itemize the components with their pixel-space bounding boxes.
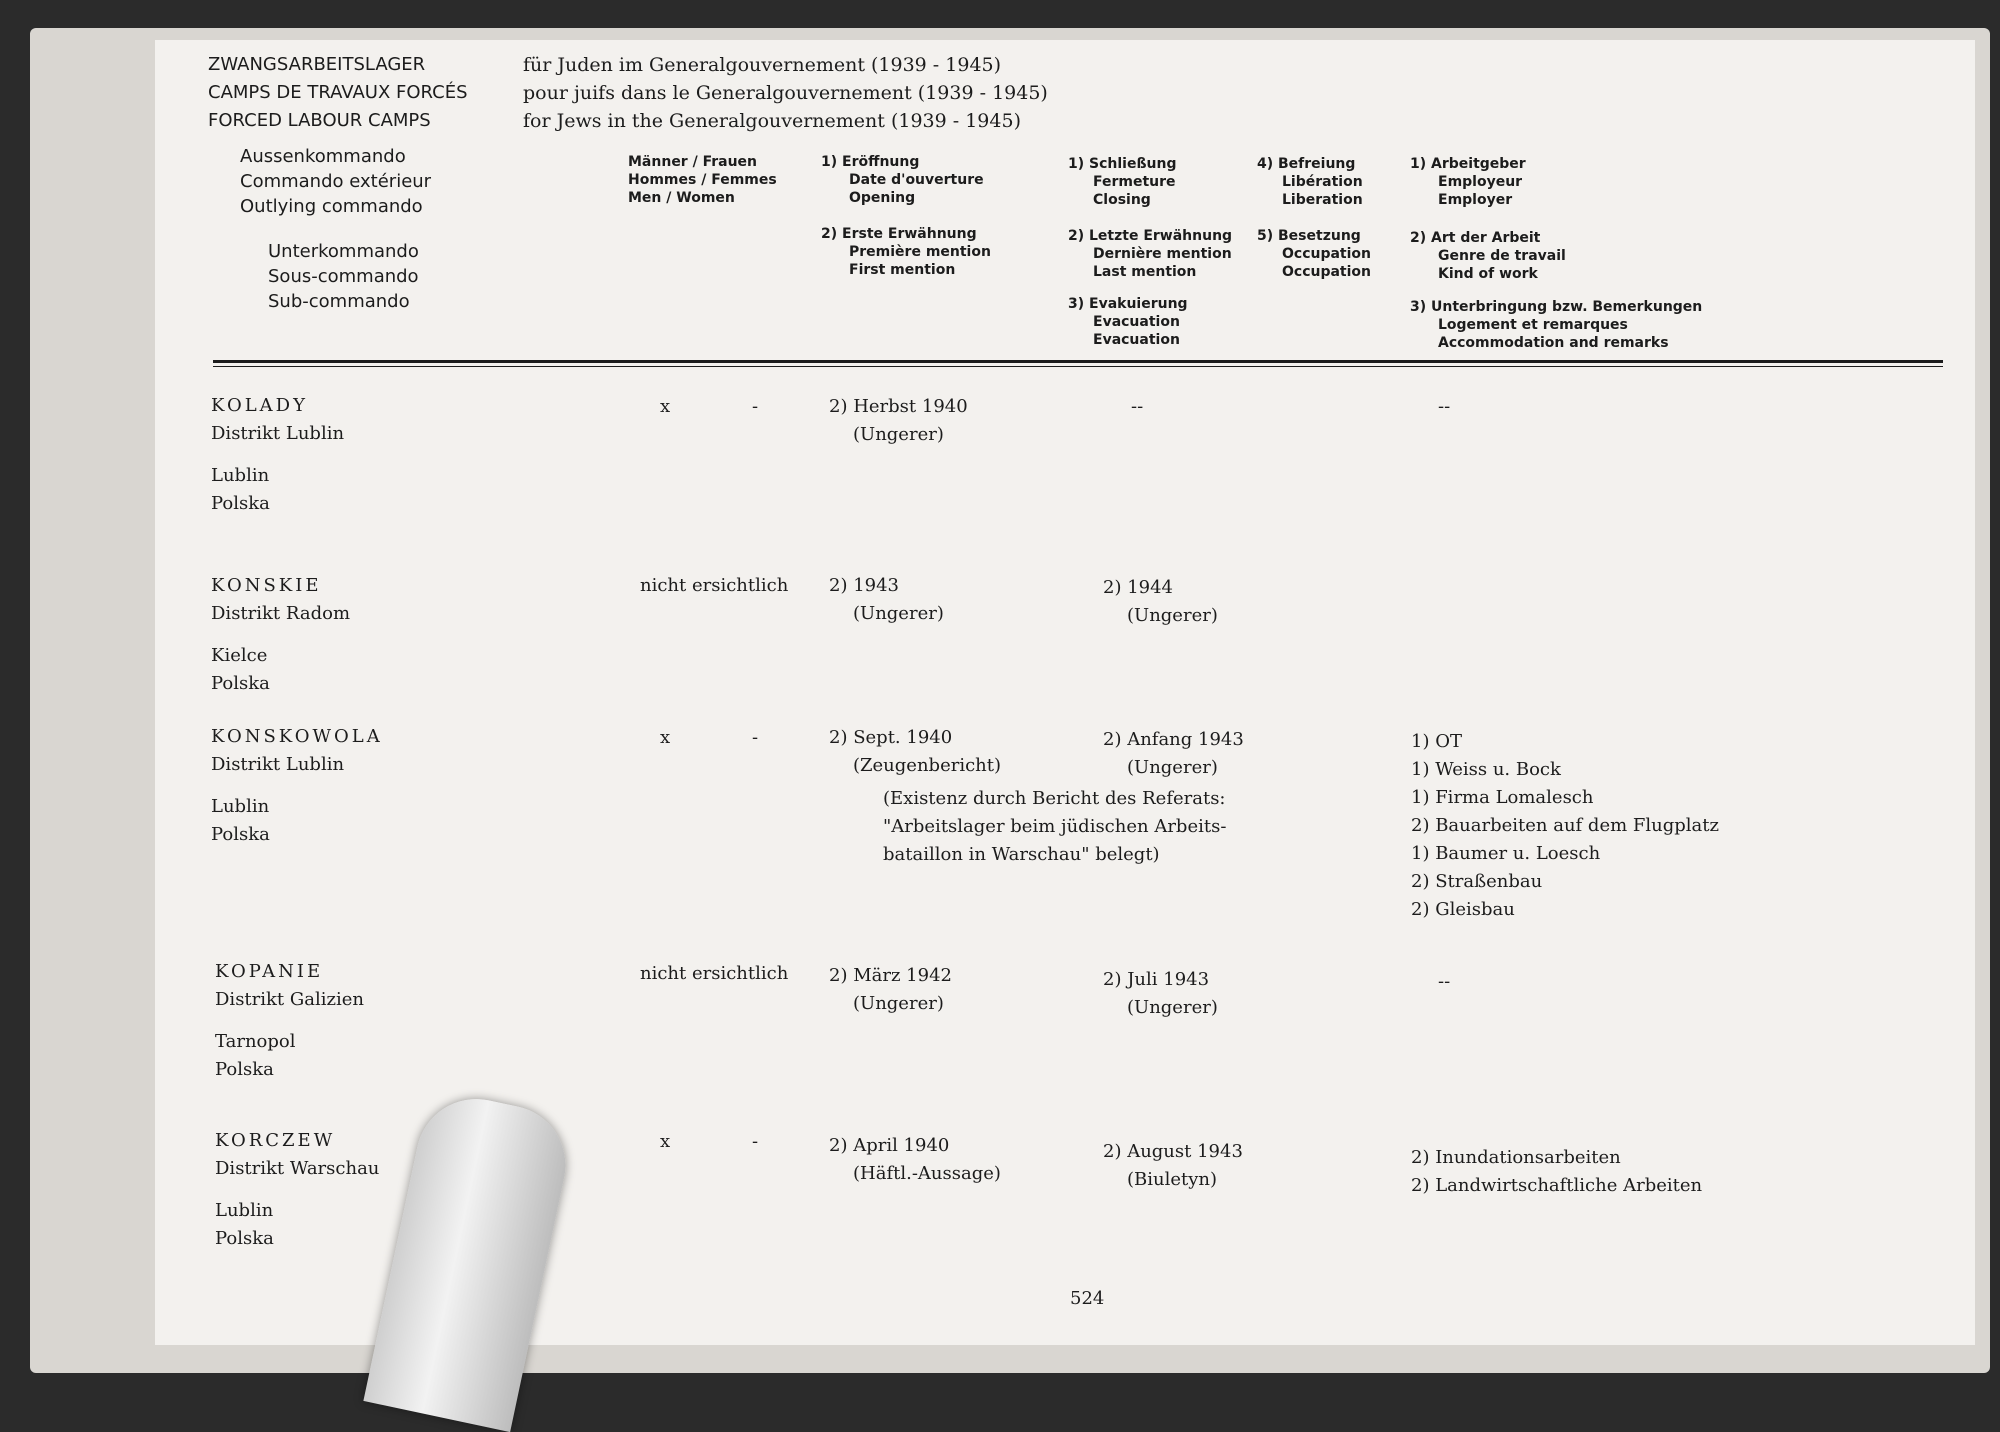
entry-name: KONSKOWOLA xyxy=(211,726,383,747)
entry-work-list xyxy=(1411,728,1719,924)
work-item: 2) Inundationsarbeiten xyxy=(1411,1147,1621,1168)
unterkommando-fr: Sous-commando xyxy=(268,266,419,287)
col-gender-en: Men / Women xyxy=(628,190,735,206)
entry-closing xyxy=(1103,966,1218,1022)
opening-date: 2) Sept. 1940 xyxy=(829,727,953,748)
entry-closing xyxy=(1103,726,1244,782)
work-item: 2) Gleisbau xyxy=(1411,899,1515,920)
closing-date: 2) Juli 1943 xyxy=(1103,969,1210,990)
title-fr: CAMPS DE TRAVAUX FORCÉS xyxy=(208,82,468,103)
men-mark: x xyxy=(660,1131,671,1152)
entry-closing xyxy=(1103,1138,1243,1194)
aussenkommando-en: Outlying commando xyxy=(240,196,423,217)
col-liberation-en: Liberation xyxy=(1282,192,1363,208)
aussenkommando-de: Aussenkommando xyxy=(240,146,406,167)
aussenkommando-fr: Commando extérieur xyxy=(240,171,432,192)
col-last-mention-en: Last mention xyxy=(1093,264,1197,280)
col-liberation-fr: Libération xyxy=(1282,174,1363,190)
entry-location xyxy=(215,1127,379,1253)
closing-source: (Ungerer) xyxy=(1127,997,1218,1018)
col-first-mention-en: First mention xyxy=(849,262,956,278)
men-mark: x xyxy=(660,396,671,417)
entry-city: Kielce xyxy=(211,645,268,666)
col-gender-fr: Hommes / Femmes xyxy=(628,172,777,188)
entry-location xyxy=(211,392,344,518)
closing-date: 2) Anfang 1943 xyxy=(1103,729,1244,750)
title-en: FORCED LABOUR CAMPS xyxy=(208,110,431,131)
closing-source: (Biuletyn) xyxy=(1127,1169,1218,1190)
women-mark: - xyxy=(752,1131,759,1152)
opening-note-line: (Existenz durch Bericht des Referats: xyxy=(883,788,1226,809)
col-accommodation-fr: Logement et remarques xyxy=(1438,317,1628,333)
entry-location xyxy=(211,572,350,698)
col-accommodation-en: Accommodation and remarks xyxy=(1438,335,1669,351)
col-last-mention xyxy=(1068,227,1232,281)
header-rule-thick xyxy=(213,360,1943,363)
col-first-mention-de: 2) Erste Erwähnung xyxy=(821,226,977,242)
work-item: -- xyxy=(1438,396,1451,417)
gender-note: nicht ersichtlich xyxy=(640,963,789,984)
closing-date: 2) August 1943 xyxy=(1103,1141,1243,1162)
page-number: 524 xyxy=(1070,1288,1105,1309)
entry-location xyxy=(215,958,364,1084)
entry-name: KOPANIE xyxy=(215,961,324,982)
subtitle-de: für Juden im Generalgouvernement (1939 - 1945) xyxy=(523,54,1002,76)
col-evacuation-de: 3) Evakuierung xyxy=(1068,296,1188,312)
entry-country: Polska xyxy=(215,1228,274,1249)
entry-country: Polska xyxy=(211,673,270,694)
entry-name: KONSKIE xyxy=(211,575,322,596)
col-accommodation xyxy=(1410,298,1702,352)
col-evacuation xyxy=(1068,295,1188,349)
opening-note-line: "Arbeitslager beim jüdischen Arbeits- xyxy=(883,816,1227,837)
col-opening xyxy=(821,153,984,207)
work-item: 2) Straßenbau xyxy=(1411,871,1543,892)
col-gender xyxy=(628,153,777,207)
work-item: 2) Landwirtschaftliche Arbeiten xyxy=(1411,1175,1703,1196)
entry-opening xyxy=(829,572,944,628)
entry-district: Distrikt Lublin xyxy=(211,423,345,444)
col-liberation-de: 4) Befreiung xyxy=(1257,156,1356,172)
col-closing xyxy=(1068,155,1176,209)
opening-note-line: bataillon in Warschau" belegt) xyxy=(883,844,1160,865)
col-evacuation-en: Evacuation xyxy=(1093,332,1180,348)
col-employer-fr: Employeur xyxy=(1438,174,1523,190)
entry-country: Polska xyxy=(211,824,270,845)
col-opening-en: Opening xyxy=(849,190,916,206)
opening-source: (Ungerer) xyxy=(853,993,944,1014)
subtitle-en: for Jews in the Generalgouvernement (1939 - 1945) xyxy=(523,110,1021,132)
col-occupation-en: Occupation xyxy=(1282,264,1372,280)
entry-city: Tarnopol xyxy=(215,1031,296,1052)
col-employer-de: 1) Arbeitgeber xyxy=(1410,156,1526,172)
entry-city: Lublin xyxy=(211,796,270,817)
work-item: 1) OT xyxy=(1411,731,1462,752)
entry-city: Lublin xyxy=(211,465,270,486)
entry-location xyxy=(211,723,383,849)
title-de: ZWANGSARBEITSLAGER xyxy=(208,54,426,75)
col-occupation xyxy=(1257,227,1371,281)
col-closing-en: Closing xyxy=(1093,192,1151,208)
col-work-kind xyxy=(1410,229,1566,283)
opening-note xyxy=(883,785,1226,869)
col-occupation-de: 5) Besetzung xyxy=(1257,228,1361,244)
work-item: 2) Bauarbeiten auf dem Flugplatz xyxy=(1411,815,1719,836)
women-mark: - xyxy=(752,727,759,748)
col-work-kind-en: Kind of work xyxy=(1438,266,1538,282)
opening-date: 2) April 1940 xyxy=(829,1135,950,1156)
men-mark: x xyxy=(660,727,671,748)
col-occupation-fr: Occupation xyxy=(1282,246,1372,262)
entry-country: Polska xyxy=(215,1059,274,1080)
unterkommando-de: Unterkommando xyxy=(268,241,419,262)
gender-note: nicht ersichtlich xyxy=(640,575,789,596)
col-opening-fr: Date d'ouverture xyxy=(849,172,984,188)
col-first-mention-fr: Première mention xyxy=(849,244,991,260)
col-first-mention xyxy=(821,225,991,279)
opening-source: (Häftl.-Aussage) xyxy=(853,1163,1001,1184)
entry-name: KOLADY xyxy=(211,395,308,416)
entry-city: Lublin xyxy=(215,1200,274,1221)
entry-country: Polska xyxy=(211,493,270,514)
entry-district: Distrikt Radom xyxy=(211,603,351,624)
entry-closing xyxy=(1103,574,1218,630)
closing-date: -- xyxy=(1131,396,1144,417)
col-closing-fr: Fermeture xyxy=(1093,174,1176,190)
closing-date: 2) 1944 xyxy=(1103,577,1174,598)
opening-date: 2) 1943 xyxy=(829,575,900,596)
entry-name: KORCZEW xyxy=(215,1130,336,1151)
entry-opening xyxy=(829,962,952,1018)
entry-opening xyxy=(829,1132,1001,1188)
opening-date: 2) März 1942 xyxy=(829,965,952,986)
entry-district: Distrikt Galizien xyxy=(215,989,364,1010)
work-item: -- xyxy=(1438,971,1451,992)
col-last-mention-de: 2) Letzte Erwähnung xyxy=(1068,228,1233,244)
subtitle-fr: pour juifs dans le Generalgouvernement (1939 - 1945) xyxy=(523,82,1048,104)
col-opening-de: 1) Eröffnung xyxy=(821,154,920,170)
entry-opening xyxy=(829,724,1001,780)
col-employer-en: Employer xyxy=(1438,192,1513,208)
unterkommando-en: Sub-commando xyxy=(268,291,410,312)
entry-district: Distrikt Warschau xyxy=(215,1158,380,1179)
work-item: 1) Firma Lomalesch xyxy=(1411,787,1594,808)
header-rule-thin xyxy=(213,366,1943,367)
women-mark: - xyxy=(752,396,759,417)
col-evacuation-fr: Evacuation xyxy=(1093,314,1180,330)
work-item: 1) Baumer u. Loesch xyxy=(1411,843,1601,864)
col-work-kind-de: 2) Art der Arbeit xyxy=(1410,230,1541,246)
col-accommodation-de: 3) Unterbringung bzw. Bemerkungen xyxy=(1410,299,1703,315)
entry-opening xyxy=(829,393,968,449)
col-liberation xyxy=(1257,155,1363,209)
opening-source: (Ungerer) xyxy=(853,424,944,445)
col-work-kind-fr: Genre de travail xyxy=(1438,248,1566,264)
col-gender-de: Männer / Frauen xyxy=(628,154,758,170)
col-closing-de: 1) Schließung xyxy=(1068,156,1177,172)
entry-work-list xyxy=(1411,1144,1702,1200)
opening-date: 2) Herbst 1940 xyxy=(829,396,968,417)
entry-district: Distrikt Lublin xyxy=(211,754,345,775)
opening-source: (Ungerer) xyxy=(853,603,944,624)
opening-source: (Zeugenbericht) xyxy=(853,755,1002,776)
closing-source: (Ungerer) xyxy=(1127,757,1218,778)
col-employer xyxy=(1410,155,1526,209)
col-last-mention-fr: Dernière mention xyxy=(1093,246,1232,262)
closing-source: (Ungerer) xyxy=(1127,605,1218,626)
work-item: 1) Weiss u. Bock xyxy=(1411,759,1561,780)
